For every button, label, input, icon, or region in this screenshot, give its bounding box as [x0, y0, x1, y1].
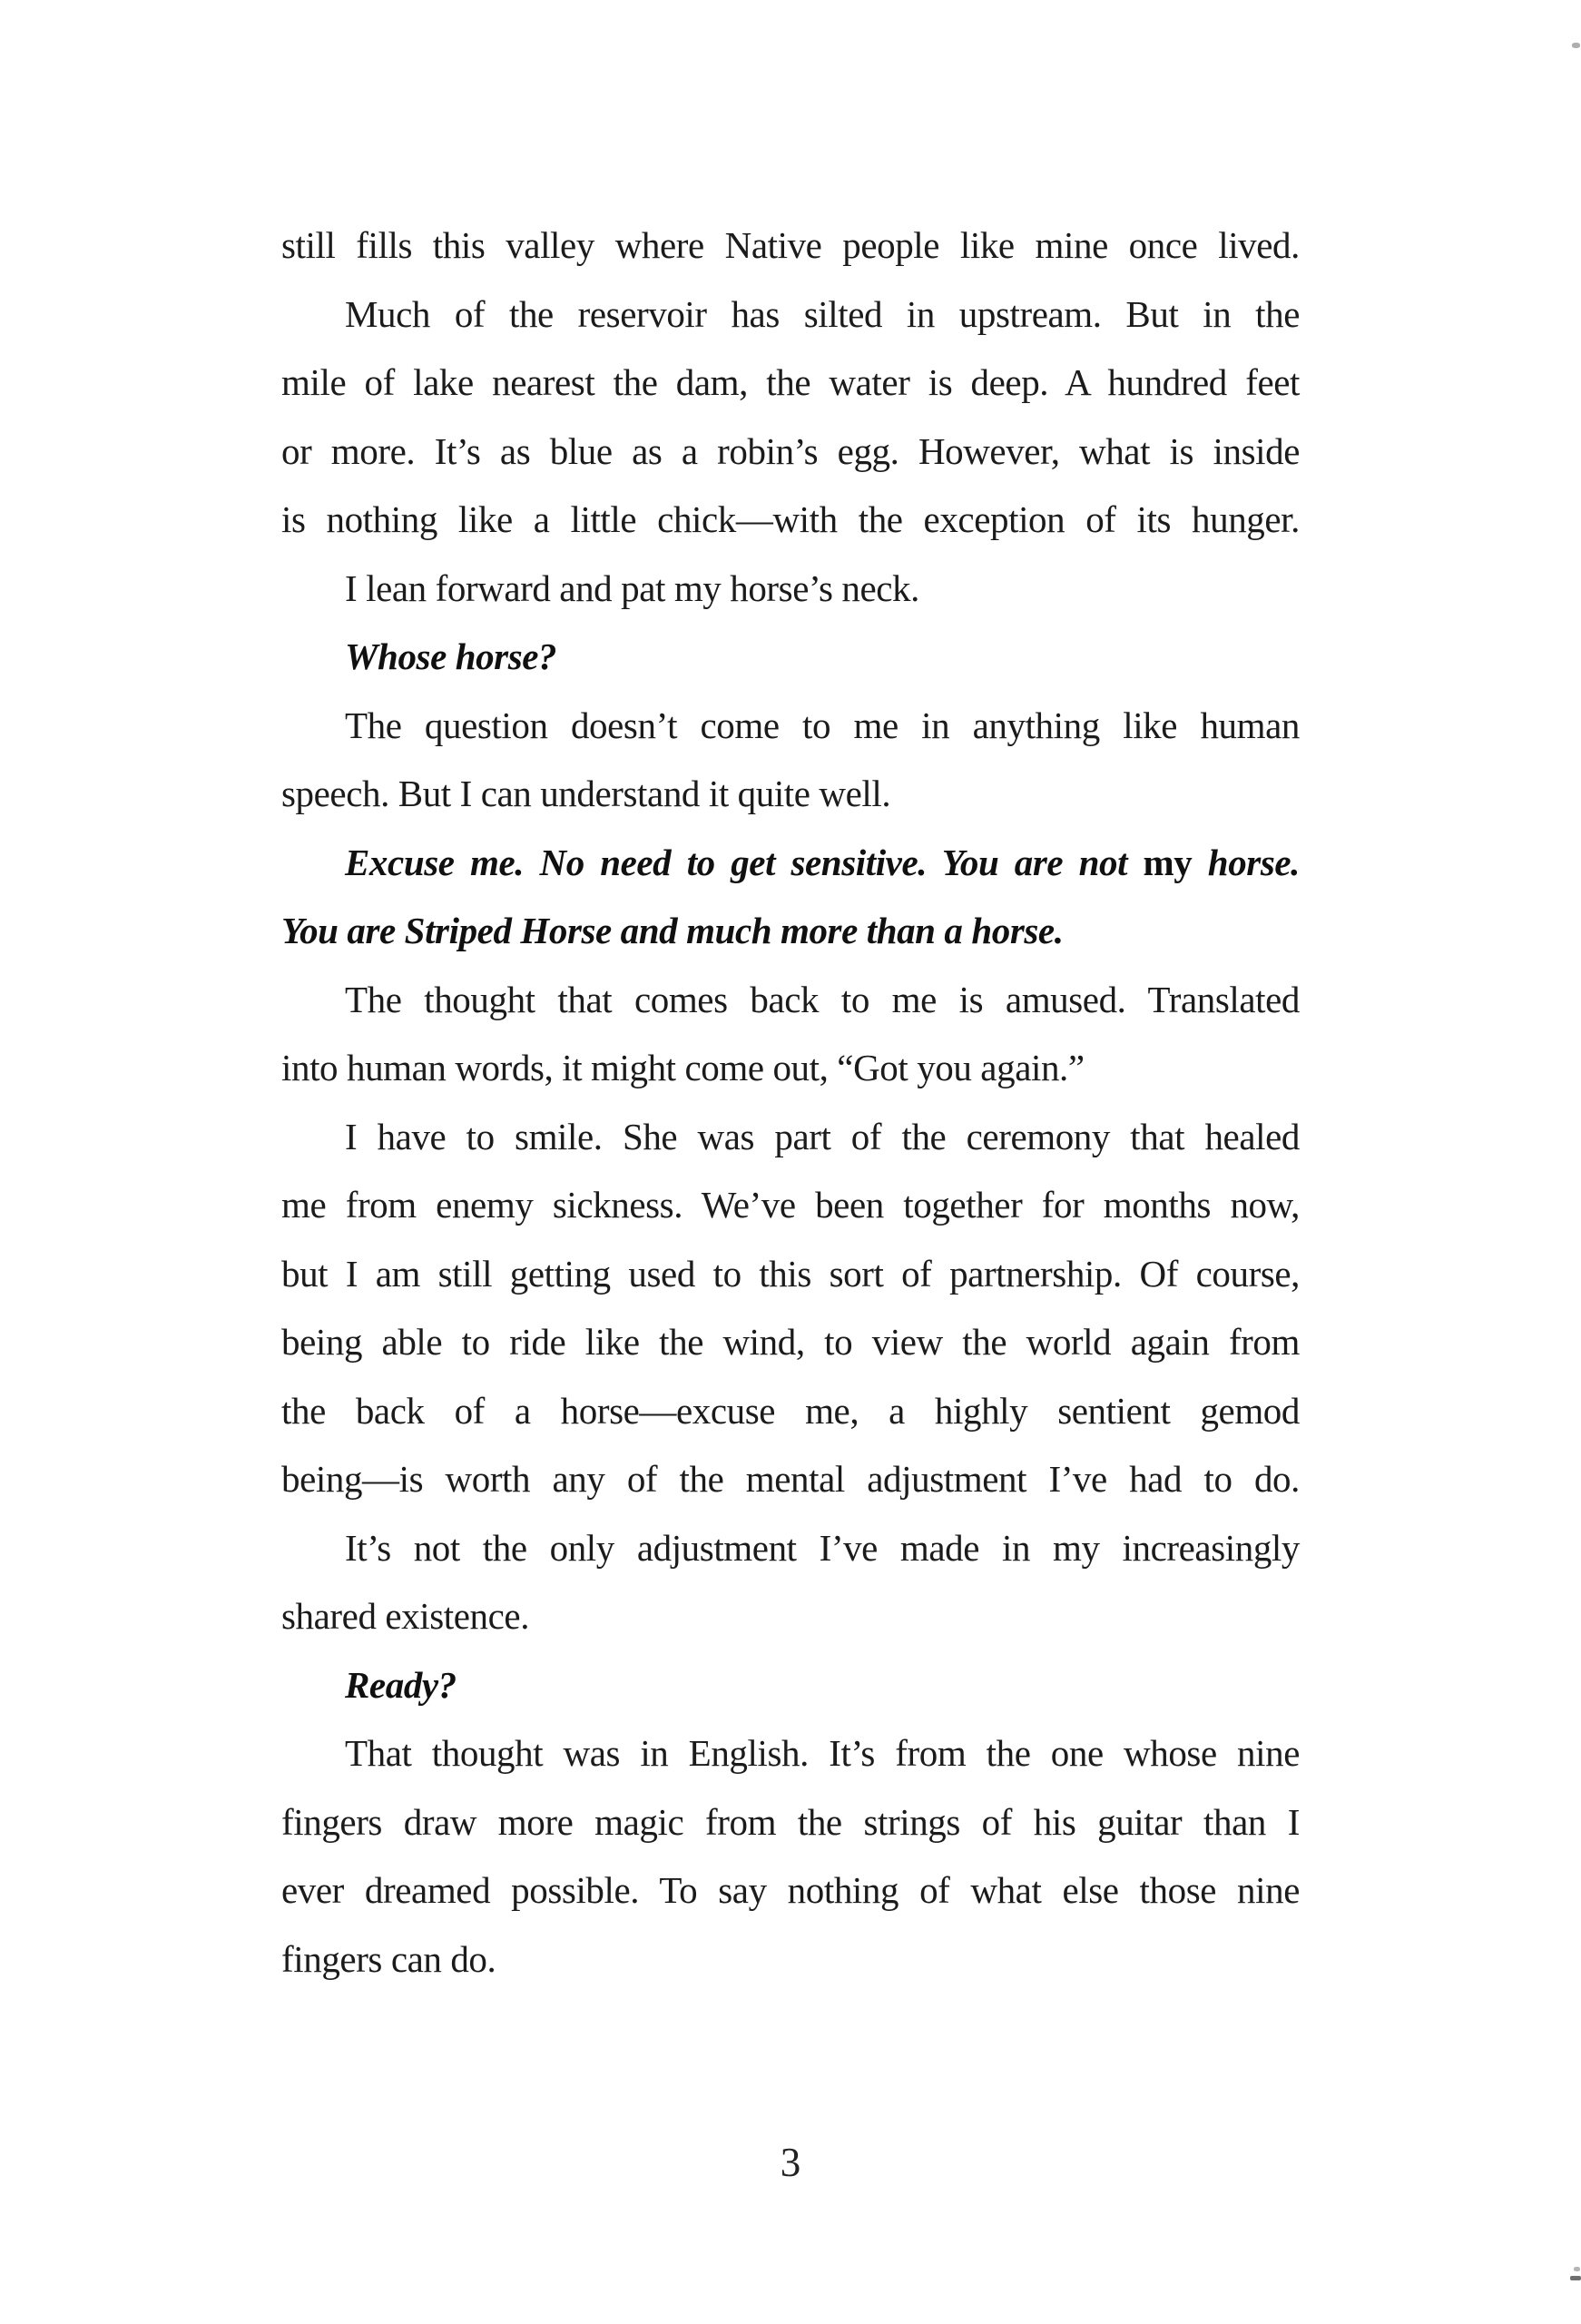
text-segment: Ready?	[345, 1663, 457, 1706]
text-segment: The question doesn’t come to me in anything like human	[345, 704, 1300, 746]
text-line	[281, 1582, 1300, 1651]
text-line	[281, 1308, 1300, 1377]
text-segment: horse.	[1192, 841, 1301, 883]
text-segment: That thought was in English. It’s from the one whose nine	[345, 1732, 1300, 1774]
text-segment: You are Striped Horse and much more than a horse.	[281, 910, 1064, 951]
text-line	[281, 897, 1300, 966]
text-segment: The thought that comes back to me is amused. Translated	[345, 978, 1300, 1020]
text-line	[281, 1445, 1300, 1514]
text-segment: fingers draw more magic from the strings of his guitar than I	[281, 1800, 1300, 1843]
text-segment: ever dreamed possible. To say nothing of what else those nine	[281, 1869, 1300, 1911]
text-line	[281, 760, 1300, 829]
text-line	[281, 555, 1300, 624]
text-line	[281, 1103, 1300, 1172]
scan-artifact-top-right	[1572, 43, 1580, 48]
text-line	[281, 1719, 1300, 1788]
text-line	[281, 623, 1300, 692]
text-block	[281, 212, 1300, 1994]
text-line	[281, 1514, 1300, 1583]
text-segment: It’s not the only adjustment I’ve made in my increasingly	[345, 1526, 1300, 1569]
text-line	[281, 486, 1300, 555]
text-line	[281, 281, 1300, 350]
text-line	[281, 1377, 1300, 1446]
text-segment: mile of lake nearest the dam, the water is deep. A hundred feet	[281, 361, 1300, 403]
text-line	[281, 1925, 1300, 1994]
text-segment: Excuse me. No need to get sensitive. You are not	[345, 841, 1144, 883]
text-segment: shared existence.	[281, 1595, 530, 1637]
text-line	[281, 212, 1300, 281]
text-line	[281, 1788, 1300, 1857]
text-segment: being—is worth any of the mental adjustment I’ve had to do.	[281, 1458, 1300, 1500]
text-segment: speech. But I can understand it quite well.	[281, 773, 891, 814]
text-line	[281, 1034, 1300, 1103]
text-line	[281, 349, 1300, 418]
text-line	[281, 1651, 1300, 1720]
text-segment: or more. It’s as blue as a robin’s egg. However, what is inside	[281, 429, 1300, 472]
text-segment: my	[1143, 841, 1193, 883]
text-line	[281, 966, 1300, 1035]
text-line	[281, 418, 1300, 487]
page-number: 3	[780, 2140, 801, 2185]
text-line	[281, 1240, 1300, 1309]
text-segment: but I am still getting used to this sort of partnership. Of course,	[281, 1252, 1300, 1295]
text-line	[281, 692, 1300, 761]
text-segment: is nothing like a little chick—with the exception of its hunger.	[281, 498, 1300, 540]
text-segment: being able to ride like the wind, to view the world again from	[281, 1321, 1300, 1363]
text-segment: into human words, it might come out, “Got you again.”	[281, 1047, 1085, 1088]
text-line	[281, 1171, 1300, 1240]
text-line	[281, 1856, 1300, 1925]
text-segment: Much of the reservoir has silted in upstream. But in the	[345, 292, 1300, 335]
text-segment: still fills this valley where Native people like mine once lived.	[281, 224, 1300, 266]
scan-artifact-bottom-right-dash	[1570, 2276, 1581, 2280]
text-segment: the back of a horse—excuse me, a highly sentient gemod	[281, 1389, 1300, 1432]
text-segment: I have to smile. She was part of the ceremony that healed	[345, 1115, 1300, 1157]
text-line	[281, 829, 1300, 898]
text-segment: me from enemy sickness. We’ve been together for months now,	[281, 1184, 1300, 1226]
text-segment: Whose horse?	[345, 635, 557, 677]
text-segment: fingers can do.	[281, 1937, 496, 1980]
text-segment: I lean forward and pat my horse’s neck.	[345, 566, 919, 609]
scan-artifact-bottom-right-dot	[1574, 2267, 1580, 2271]
